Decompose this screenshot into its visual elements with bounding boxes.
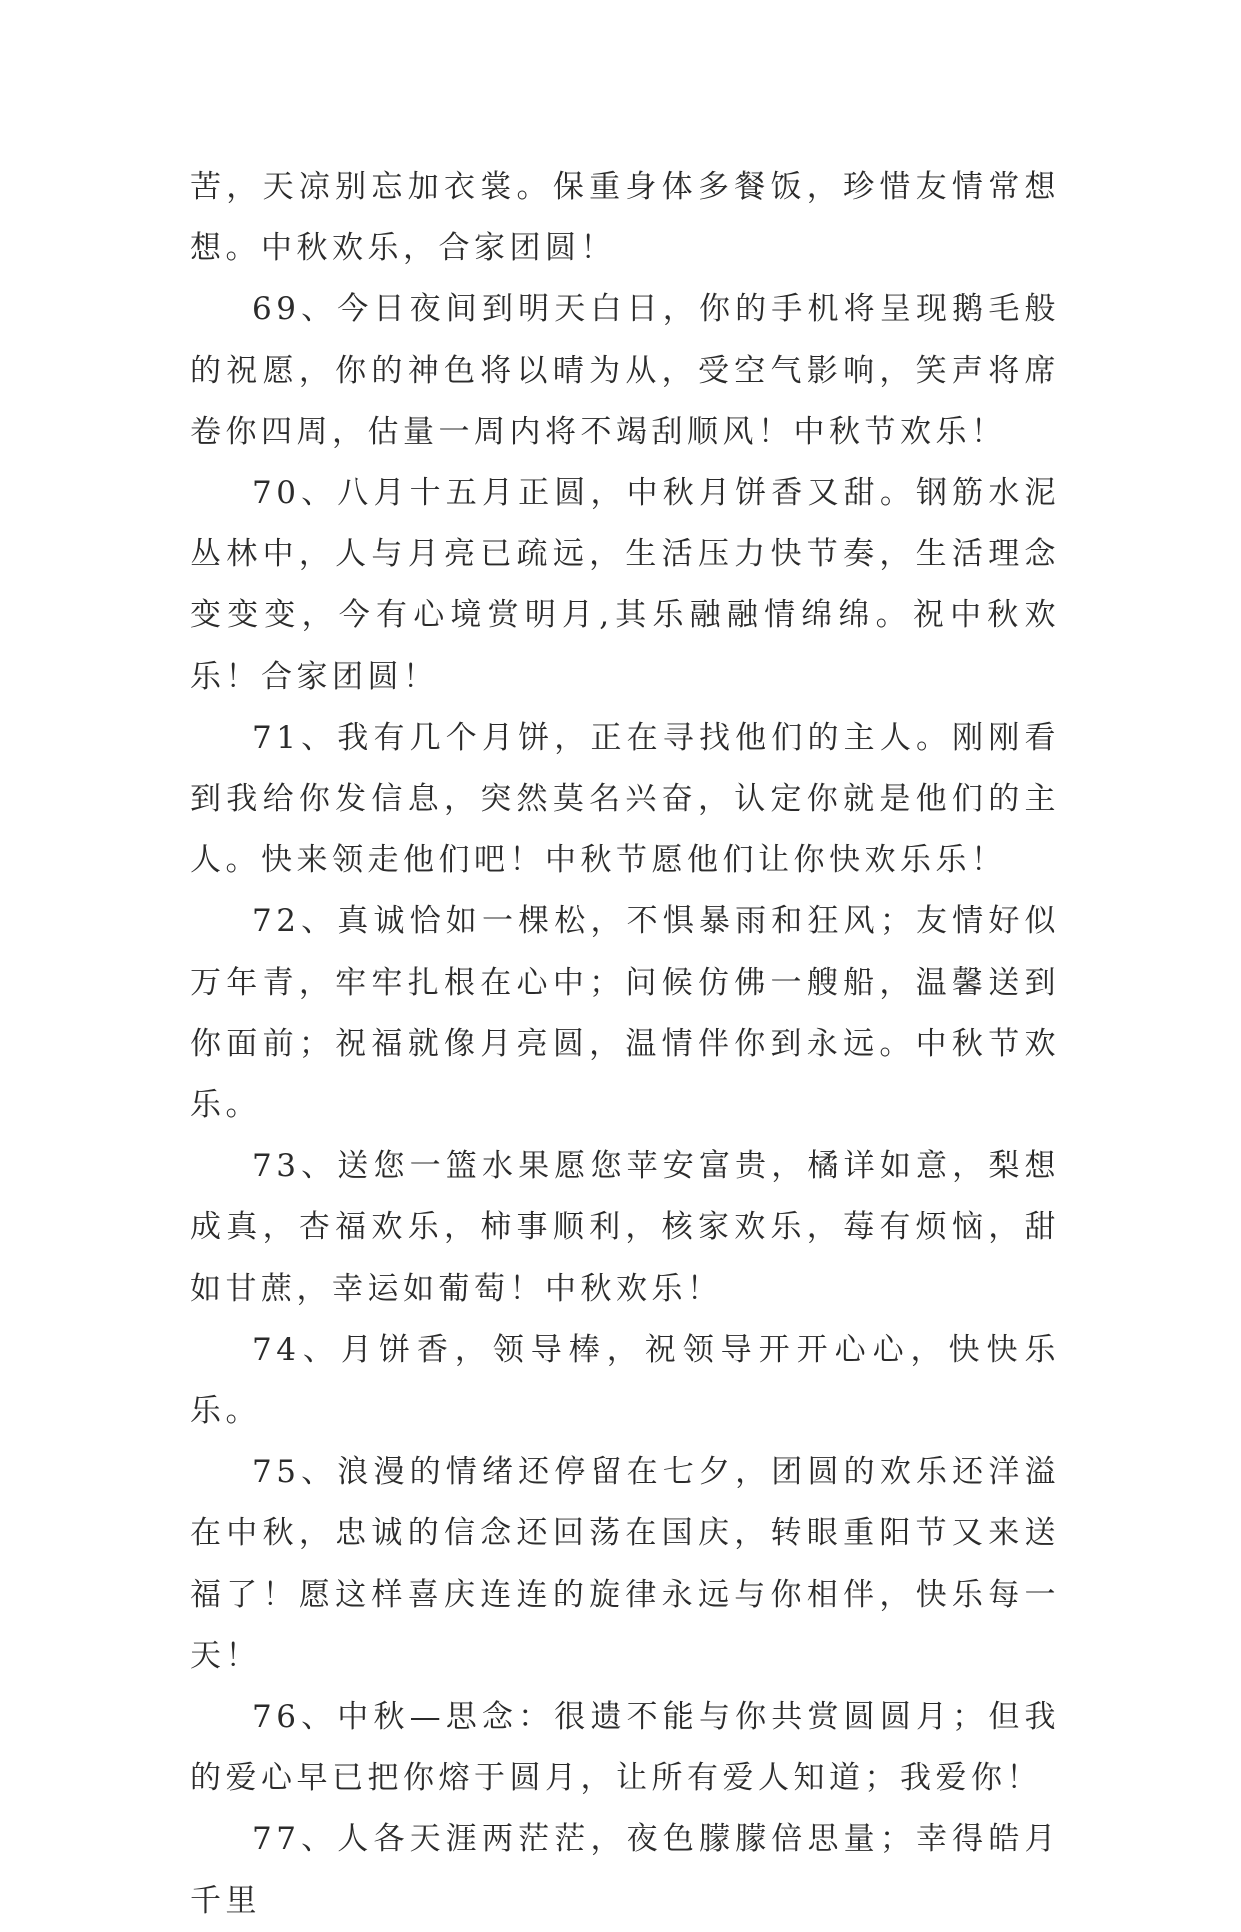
paragraph-74: 74、月饼香，领导棒，祝领导开开心心，快快乐乐。 [190,1331,1060,1430]
paragraph-77: 77、人各天涯两茫茫，夜色朦朦倍思量；幸得皓月千里 [190,1821,1060,1919]
paragraph-73: 73、送您一篮水果愿您苹安富贵，橘详如意，梨想成真，杏福欢乐，柿事顺利，核家欢乐，莓有烦恼，甜如甘蔗，幸运如葡萄！中秋欢乐！ [190,1148,1060,1307]
paragraph-70: 70、八月十五月正圆，中秋月饼香又甜。钢筋水泥丛林中，人与月亮已疏远，生活压力快节奏，生活理念变变变，今有心境赏明月,其乐融融情绵绵。祝中秋欢乐！合家团圆！ [190,475,1060,695]
paragraph-72: 72、真诚恰如一棵松，不惧暴雨和狂风；友情好似万年青，牢牢扎根在心中；问候仿佛一艘船，温馨送到你面前；祝福就像月亮圆，温情伴你到永远。中秋节欢乐。 [190,903,1060,1124]
document-body [190,157,1060,1932]
paragraph-71: 71、我有几个月饼，正在寻找他们的主人。刚刚看到我给你发信息，突然莫名兴奋，认定你就是他们的主人。快来领走他们吧！中秋节愿他们让你快欢乐乐！ [190,719,1060,879]
paragraph-75: 75、浪漫的情绪还停留在七夕，团圆的欢乐还洋溢在中秋，忠诚的信念还回荡在国庆，转眼重阳节又来送福了！愿这样喜庆连连的旋律永远与你相伴，快乐每一天！ [190,1454,1060,1674]
paragraph-continuation: 苦，天凉别忘加衣裳。保重身体多餐饭，珍惜友情常想想。中秋欢乐，合家团圆！ [190,169,1060,267]
paragraph-76: 76、中秋—思念：很遗不能与你共赏圆圆月；但我的爱心早已把你熔于圆月，让所有爱人知道；我爱你！ [190,1699,1060,1797]
paragraph-69: 69、今日夜间到明天白日，你的手机将呈现鹅毛般的祝愿，你的神色将以晴为从，受空气影响，笑声将席卷你四周，估量一周内将不竭刮顺风！中秋节欢乐！ [190,291,1060,450]
